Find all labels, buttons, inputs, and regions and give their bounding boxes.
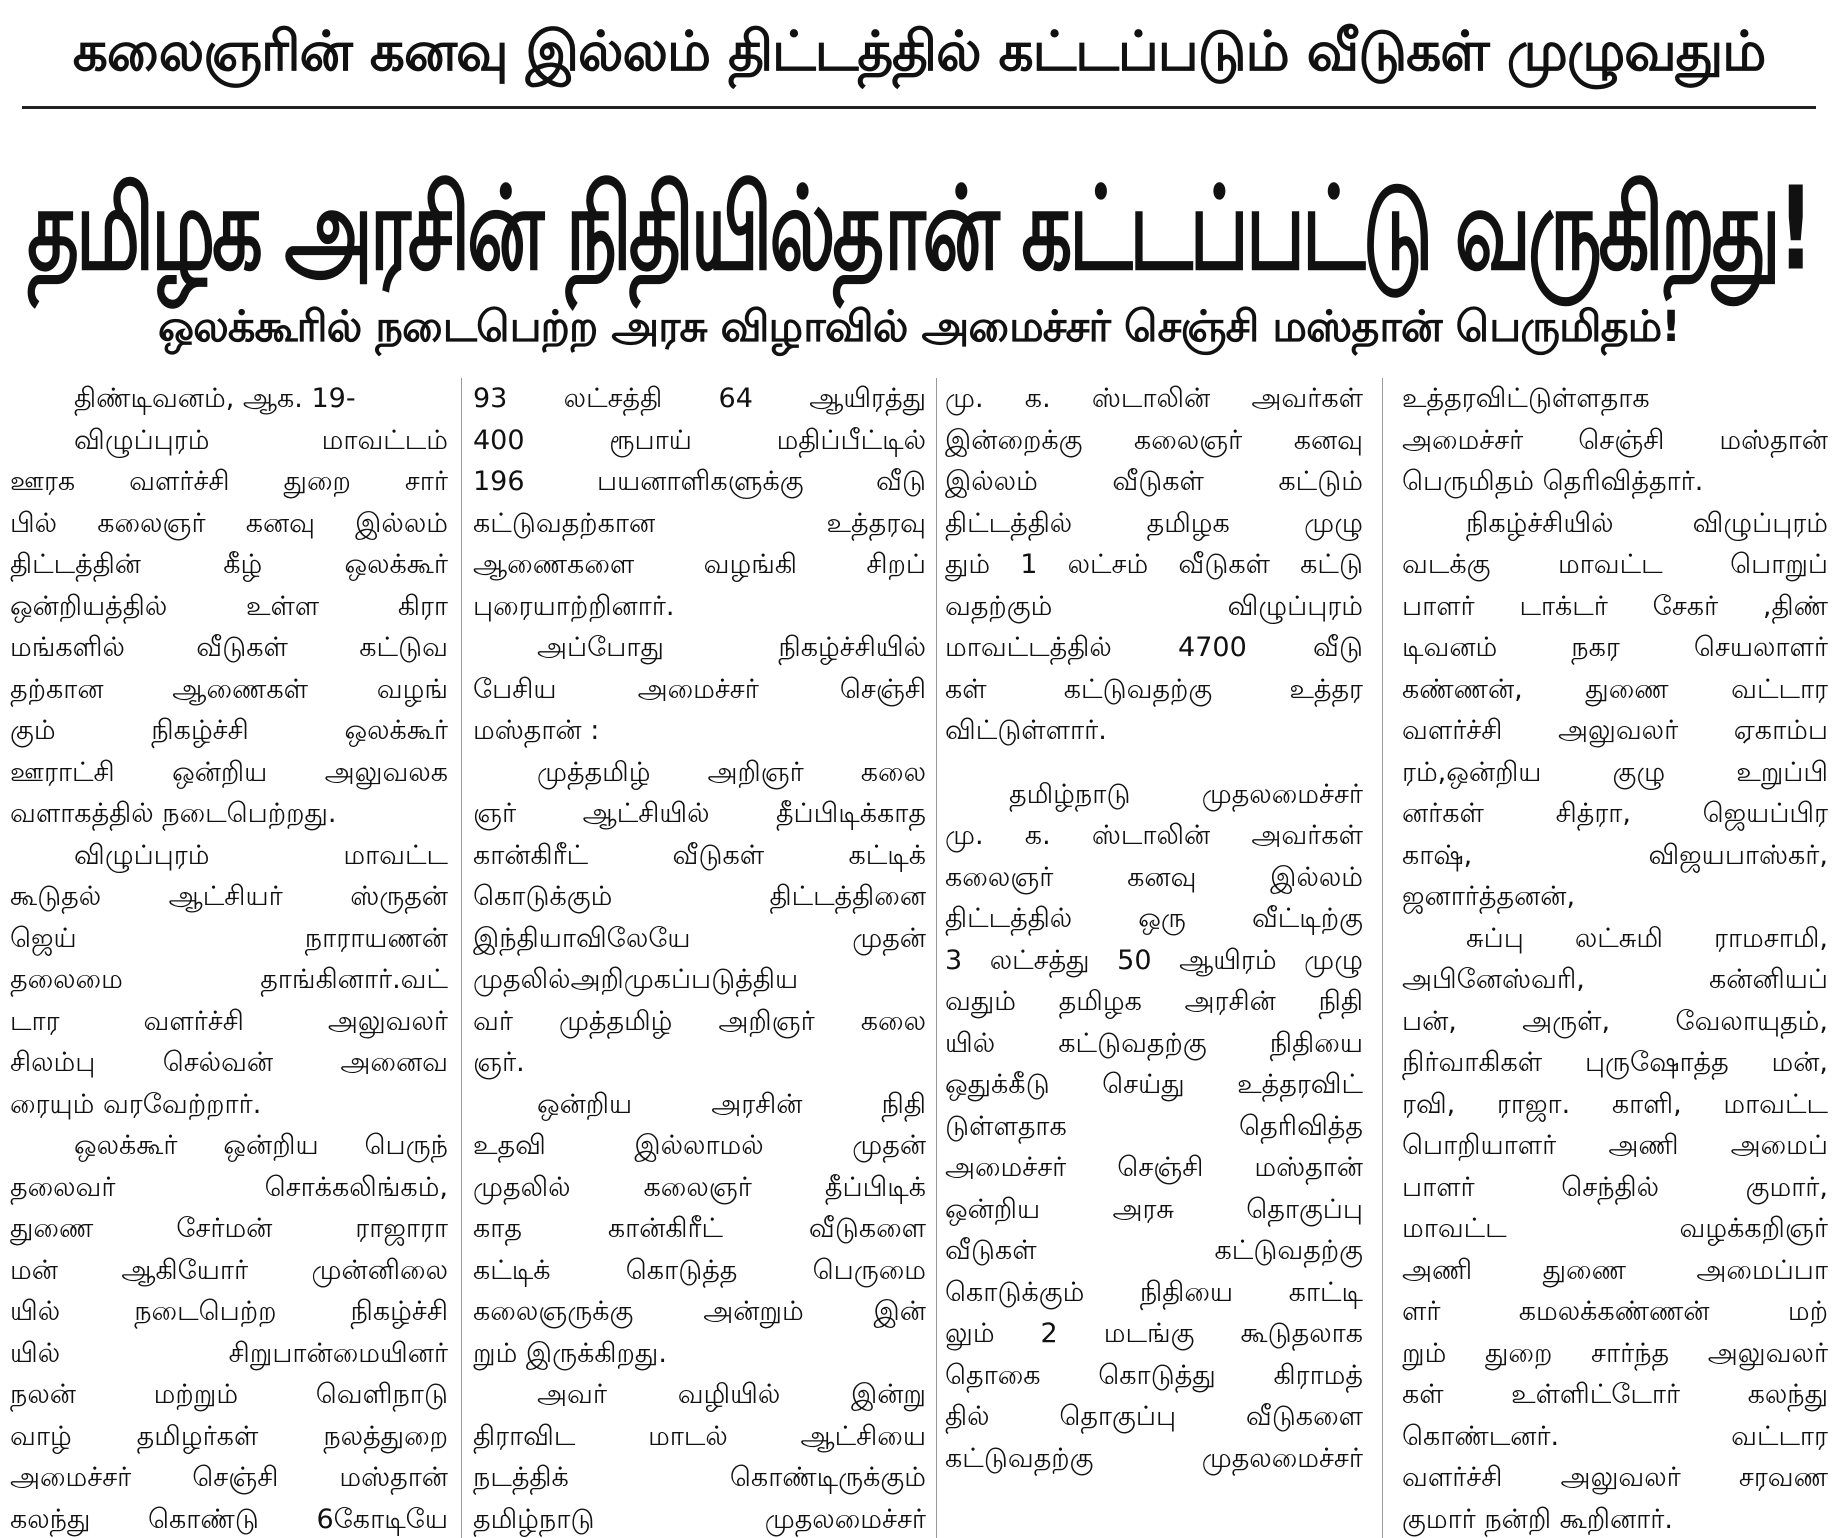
article-line: தலைவர் சொக்கலிங்கம்,	[10, 1171, 448, 1203]
article-line: கலந்து கொண்டு 6கோடியே	[10, 1503, 448, 1535]
article-line: டிவனம் நகர செயலாளர்	[1402, 632, 1828, 663]
article-line: இந்தியாவிலேயே முதன்	[473, 922, 926, 954]
article-line: மாவட்டத்தில் 4700 வீடு	[945, 632, 1363, 663]
article-line: நலன் மற்றும் வெளிநாடு	[10, 1379, 448, 1410]
article-line: ஊராட்சி ஒன்றிய அலுவலக	[10, 756, 448, 788]
article-line: இல்லம் வீடுகள் கட்டும்	[945, 466, 1363, 497]
column-rule	[461, 378, 462, 1538]
article-line: அமைச்சர் செஞ்சி மஸ்தான்	[1402, 424, 1828, 456]
article-line: உத்தரவிட்டுள்ளதாக	[1402, 383, 1650, 414]
article-line: கான்கிரீட் வீடுகள் கட்டிக்	[473, 839, 926, 871]
article-column-3	[945, 378, 1363, 1538]
article-line: அமைச்சர் செஞ்சி மஸ்தான்	[945, 1152, 1363, 1183]
article-line: திராவிட மாடல் ஆட்சியை	[473, 1420, 926, 1452]
article-line: கூடுதல் ஆட்சியர் ஸ்ருதன்	[10, 881, 448, 912]
article-line: தலைமை தாங்கினார்.வட்	[10, 964, 448, 995]
article-line: தும் 1 லட்சம் வீடுகள் கட்டு	[945, 549, 1363, 580]
article-line: திட்டத்தில் ஒரு வீட்டிற்கு	[945, 903, 1363, 934]
article-line: ளர் கமலக்கண்ணன் மற்	[1402, 1296, 1828, 1327]
column-rule	[936, 378, 937, 1538]
article-line: பாளர் டாக்டர் சேகர் ,திண்	[1402, 590, 1828, 622]
article-line: விழுப்புரம் மாவட்டம்	[74, 424, 448, 456]
sub-headline: ஒலக்கூரில் நடைபெற்ற அரசு விழாவில் அமைச்சர் செஞ்சி மஸ்தான் பெருமிதம்!	[158, 302, 1680, 352]
article-line: கொண்டனர். வட்டார	[1402, 1420, 1828, 1452]
article-line: நடத்திக் கொண்டிருக்கும்	[473, 1462, 926, 1493]
article-line: ஆணைகளை வழங்கி சிறப்	[473, 549, 926, 580]
article-line: யில் சிறுபான்மையினர்	[10, 1337, 448, 1369]
article-line: தில் தொகுப்பு வீடுகளை	[945, 1401, 1363, 1432]
article-line: னர்கள் சித்ரா, ஜெயப்பிர	[1402, 798, 1828, 829]
article-line: டுள்ளதாக தெரிவித்த	[945, 1110, 1363, 1142]
article-line: தொகை கொடுத்து கிராமத்	[945, 1359, 1363, 1391]
article-line: 400 ரூபாய் மதிப்பீட்டில்	[473, 424, 926, 456]
article-column-2	[473, 378, 926, 1538]
article-line: முதலில் கலைஞர் தீப்பிடிக்	[473, 1171, 926, 1203]
article-line: 93 லட்சத்தி 64 ஆயிரத்து	[473, 383, 926, 414]
article-line: மாவட்ட வழக்கறிஞர்	[1402, 1213, 1828, 1244]
article-line: தமிழ்நாடு முதலமைச்சர்	[473, 1503, 926, 1535]
article-line: நிகழ்ச்சியில் விழுப்புரம்	[1466, 507, 1828, 539]
article-line: ஒன்றிய அரசு தொகுப்பு	[945, 1193, 1363, 1225]
article-line: கட்டுவதற்கான உத்தரவு	[473, 507, 926, 539]
article-line: ஜெய் நாராயணன்	[10, 922, 448, 954]
article-line: வதும் தமிழக அரசின் நிதி	[945, 986, 1363, 1017]
article-line: பாளர் செந்தில் குமார்,	[1402, 1171, 1828, 1203]
article-line: மஸ்தான் :	[473, 715, 600, 746]
article-line: பன், அருள், வேலாயுதம்,	[1402, 1005, 1828, 1037]
article-line: அபினேஸ்வரி, கன்னியப்	[1402, 964, 1828, 995]
article-line: திண்டிவனம், ஆக. 19-	[74, 383, 356, 414]
article-line: 196 பயனாளிகளுக்கு வீடு	[473, 466, 926, 497]
article-line: மு. க. ஸ்டாலின் அவர்கள்	[945, 383, 1363, 414]
article-line: பில் கலைஞர் கனவு இல்லம்	[10, 507, 448, 539]
article-line: ஒதுக்கீடு செய்து உத்தரவிட்	[945, 1069, 1363, 1100]
article-line: காஷ், விஜயபாஸ்கர்,	[1402, 839, 1828, 871]
article-line: வளர்ச்சி அலுவலர் சரவண	[1402, 1462, 1828, 1493]
article-line: கும் நிகழ்ச்சி ஒலக்கூர்	[10, 715, 448, 746]
article-line: புரையாற்றினார்.	[473, 590, 675, 622]
article-line: லும் 2 மடங்கு கூடுதலாக	[945, 1318, 1363, 1349]
article-line: றும் துறை சார்ந்த அலுவலர்	[1402, 1337, 1828, 1369]
article-line: விட்டுள்ளார்.	[945, 715, 1107, 746]
article-line: யில் கட்டுவதற்கு நிதியை	[945, 1027, 1363, 1059]
article-line: டார வளர்ச்சி அலுவலர்	[10, 1005, 448, 1037]
article-line: ஜனார்த்தனன்,	[1402, 881, 1576, 912]
article-line: வளாகத்தில் நடைபெற்றது.	[10, 798, 337, 829]
article-line: வாழ் தமிழர்கள் நலத்துறை	[10, 1420, 448, 1452]
article-line: பெருமிதம் தெரிவித்தார்.	[1402, 466, 1704, 497]
article-line: வளர்ச்சி அலுவலர் ஏகாம்ப	[1402, 715, 1828, 746]
article-line: ஞர் ஆட்சியில் தீப்பிடிக்காத	[473, 798, 926, 829]
article-line: அணி துணை அமைப்பா	[1402, 1254, 1828, 1286]
article-line: ஒன்றிய அரசின் நிதி	[537, 1088, 926, 1120]
article-line: கட்டிக் கொடுத்த பெருமை	[473, 1254, 926, 1286]
article-line: ஞர்.	[473, 1047, 525, 1078]
article-line: சிலம்பு செல்வன் அனைவ	[10, 1047, 448, 1078]
article-line: ரவி, ராஜா. காளி, மாவட்ட	[1402, 1088, 1828, 1120]
article-line: பேசிய அமைச்சர் செஞ்சி	[473, 673, 926, 705]
article-line: தமிழ்நாடு முதலமைச்சர்	[1009, 778, 1363, 810]
article-line: இன்றைக்கு கலைஞர் கனவு	[945, 424, 1363, 456]
article-line: கள் உள்ளிட்டோர் கலந்து	[1402, 1379, 1828, 1410]
article-line: காத கான்கிரீட் வீடுகளை	[473, 1213, 926, 1244]
article-line: கொடுக்கும் திட்டத்தினை	[473, 881, 926, 912]
article-line: கொடுக்கும் நிதியை காட்டி	[945, 1276, 1363, 1308]
article-line: ஒலக்கூர் ஒன்றிய பெருந்	[74, 1130, 448, 1161]
article-line: அப்போது நிகழ்ச்சியில்	[537, 632, 926, 663]
article-line: மன் ஆகியோர் முன்னிலை	[10, 1254, 448, 1286]
article-line: கலைஞருக்கு அன்றும் இன்	[473, 1296, 926, 1327]
article-line: ஒன்றியத்தில் உள்ள கிரா	[10, 590, 448, 622]
article-column-1	[10, 378, 448, 1538]
article-line: வர் முத்தமிழ் அறிஞர் கலை	[473, 1005, 926, 1037]
article-line: வீடுகள் கட்டுவதற்கு	[945, 1235, 1363, 1266]
article-line: உதவி இல்லாமல் முதன்	[473, 1130, 926, 1161]
article-line: முத்தமிழ் அறிஞர் கலை	[537, 756, 926, 788]
article-line: கண்ணன், துணை வட்டார	[1402, 673, 1828, 705]
article-line: அமைச்சர் செஞ்சி மஸ்தான்	[10, 1462, 448, 1493]
article-line: துணை சேர்மன் ராஜாரா	[10, 1213, 448, 1244]
kicker-headline: கலைஞரின் கனவு இல்லம் திட்டத்தில் கட்டப்படும் வீடுகள் முழுவதும்	[72, 19, 1766, 83]
article-line: 3 லட்சத்து 50 ஆயிரம் முழு	[945, 944, 1363, 976]
article-line: வடக்கு மாவட்ட பொறுப்	[1402, 549, 1828, 580]
article-line: றும் இருக்கிறது.	[473, 1337, 667, 1369]
article-line: தற்கான ஆணைகள் வழங்	[10, 673, 448, 705]
main-headline: தமிழக அரசின் நிதியில்தான் கட்டப்பட்டு வருகிறது!	[27, 161, 1811, 297]
article-line: மங்களில் வீடுகள் கட்டுவ	[10, 632, 448, 663]
article-line: விழுப்புரம் மாவட்ட	[74, 839, 448, 871]
article-line: கட்டுவதற்கு முதலமைச்சர்	[945, 1442, 1363, 1474]
article-line: பொறியாளர் அணி அமைப்	[1402, 1130, 1828, 1161]
article-body	[10, 378, 1828, 1538]
article-line: வதற்கும் விழுப்புரம்	[945, 590, 1363, 622]
article-line: கலைஞர் கனவு இல்லம்	[945, 861, 1363, 893]
article-line: குமார் நன்றி கூறினார்.	[1402, 1503, 1673, 1535]
paragraph-gap	[945, 752, 1363, 774]
article-line: முதலில்அறிமுகப்படுத்திய	[473, 964, 799, 995]
article-line: யில் நடைபெற்ற நிகழ்ச்சி	[10, 1296, 448, 1327]
article-line: சுப்பு லட்சுமி ராமசாமி,	[1466, 922, 1828, 954]
article-line: கள் கட்டுவதற்கு உத்தர	[945, 673, 1363, 705]
article-line: ஊரக வளர்ச்சி துறை சார்	[10, 466, 448, 497]
article-line: அவர் வழியில் இன்று	[537, 1379, 926, 1410]
article-line: நிர்வாகிகள் புருஷோத்த மன்,	[1402, 1047, 1828, 1078]
article-line: ரையும் வரவேற்றார்.	[10, 1088, 262, 1120]
article-line: திட்டத்தின் கீழ் ஒலக்கூர்	[10, 549, 448, 580]
article-line: திட்டத்தில் தமிழக முழு	[945, 507, 1363, 539]
article-line: மு. க. ஸ்டாலின் அவர்கள்	[945, 820, 1363, 851]
article-line: ரம்,ஒன்றிய குழு உறுப்பி	[1402, 756, 1828, 788]
column-rule	[1382, 378, 1383, 1538]
kicker-rule	[22, 106, 1816, 109]
article-column-4	[1402, 378, 1828, 1538]
